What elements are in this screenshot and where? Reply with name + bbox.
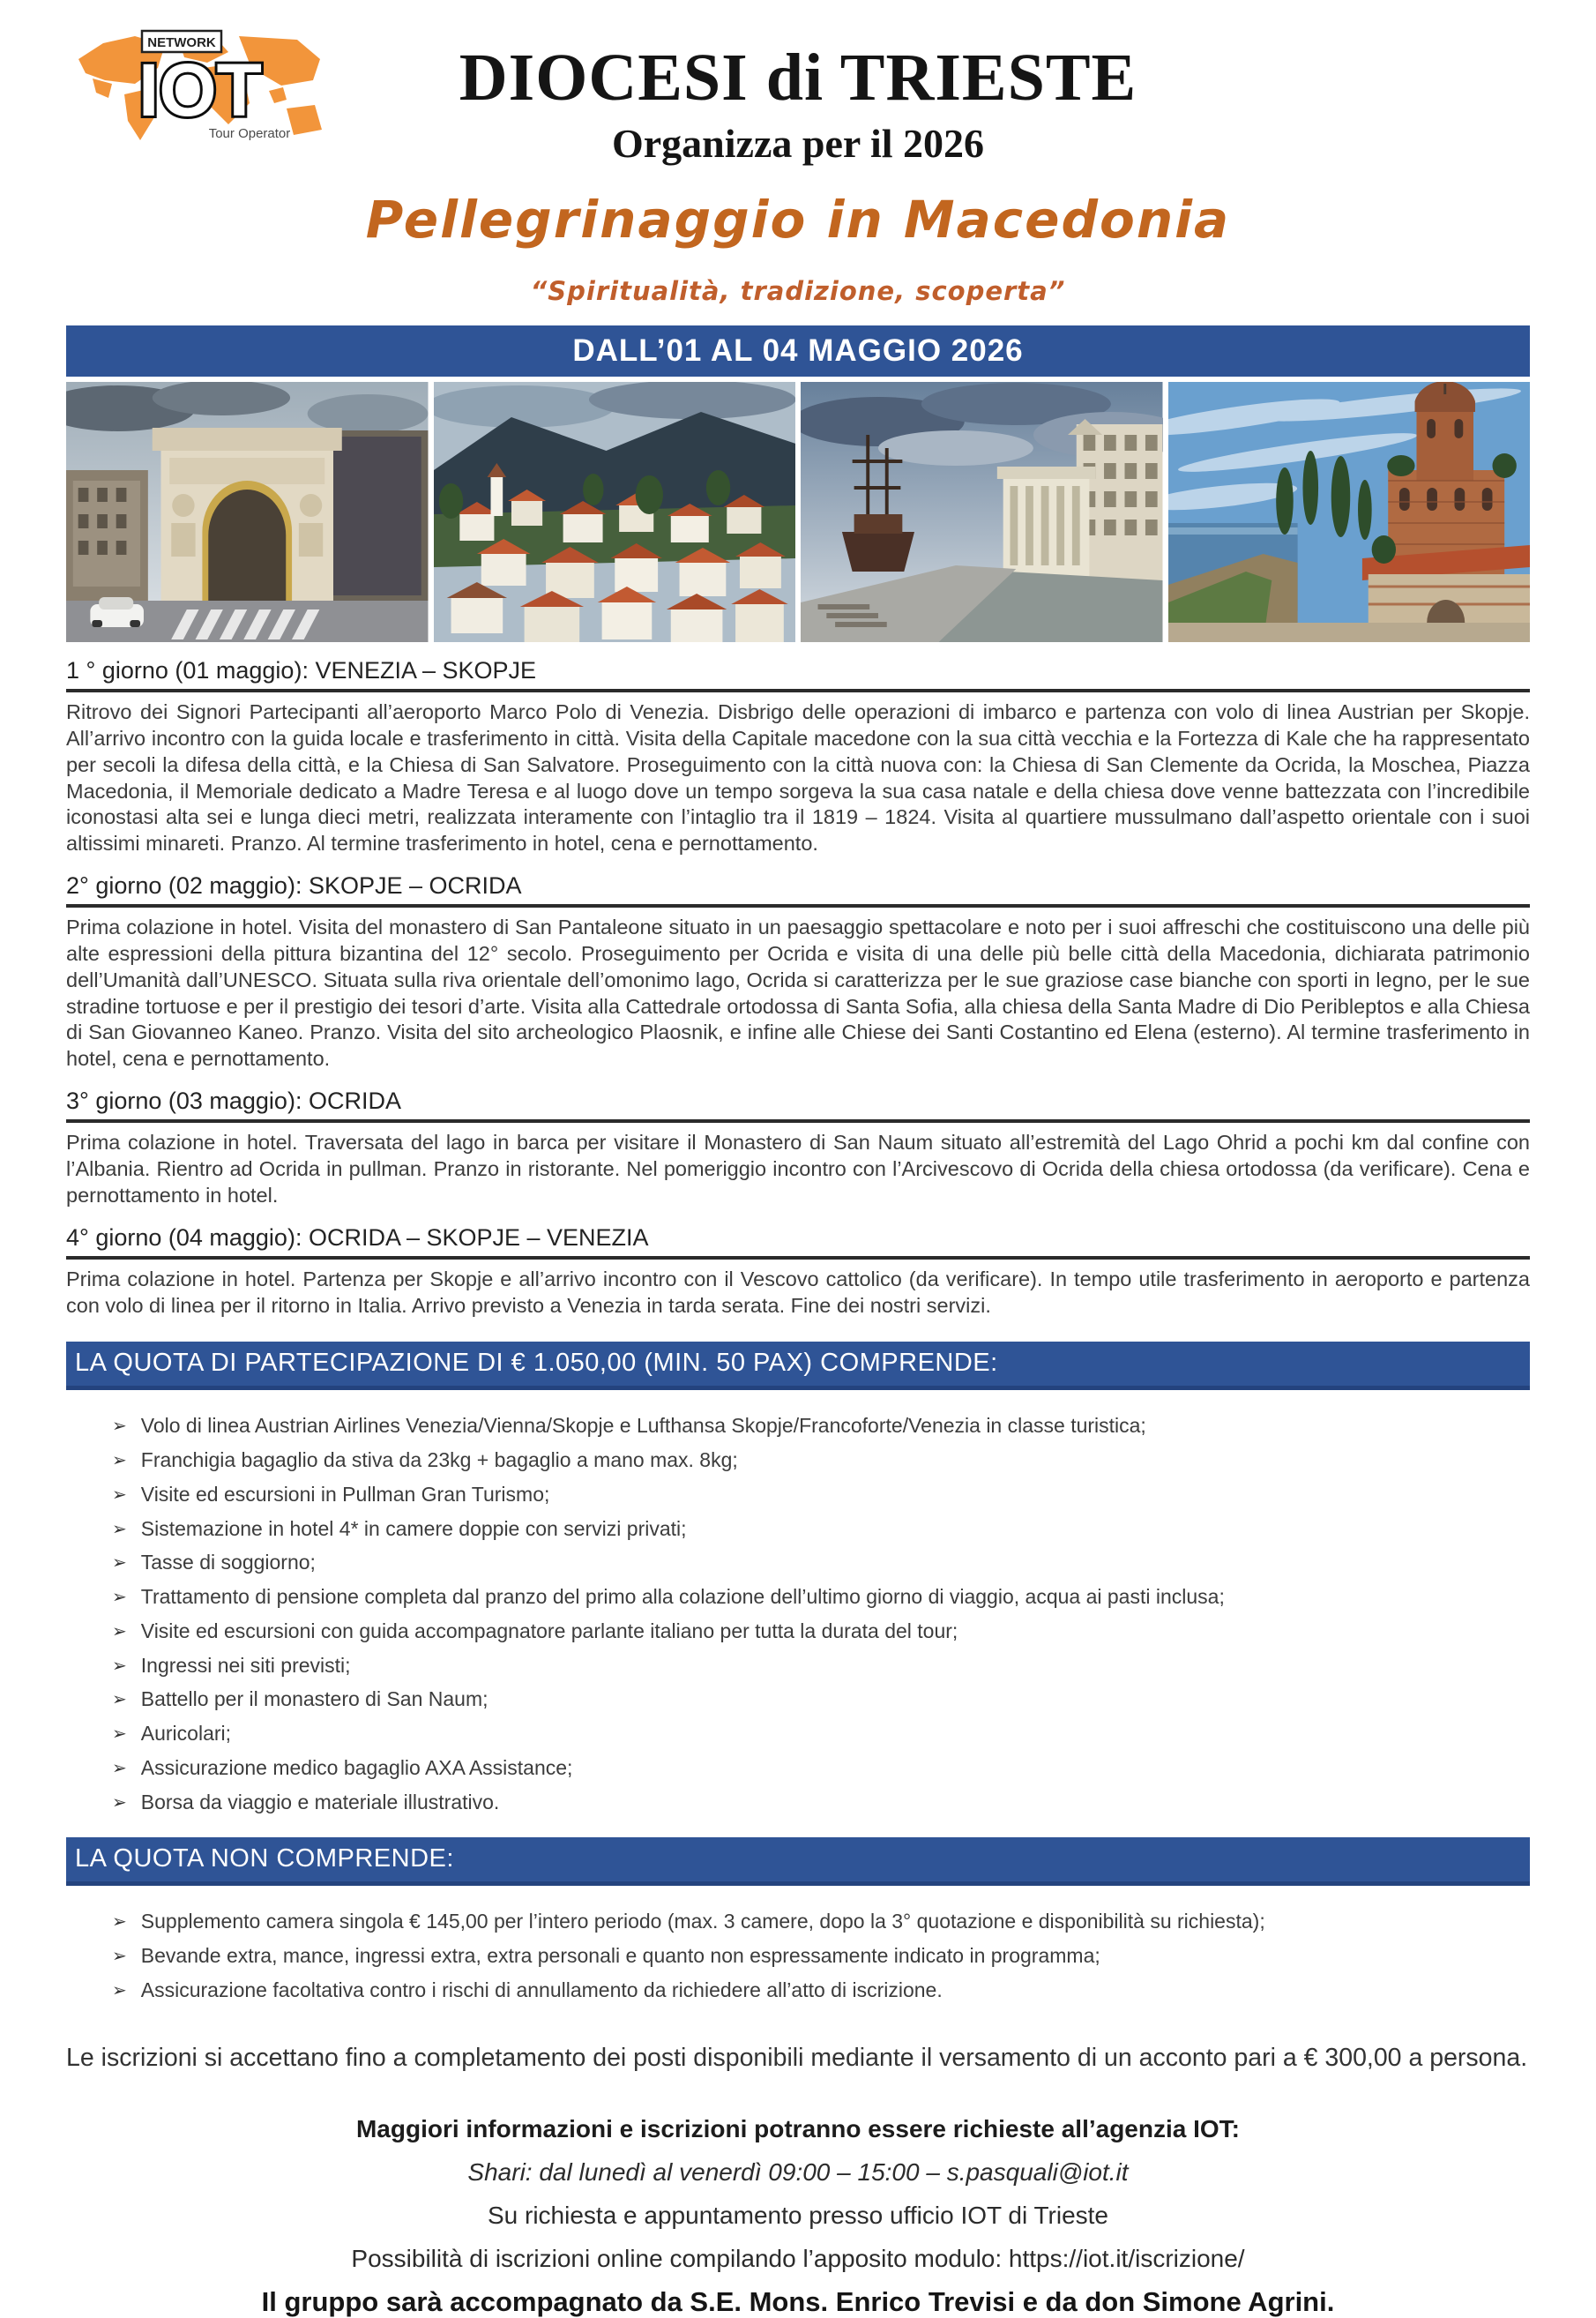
arrow-bullet-icon: ➢ — [112, 1758, 127, 1778]
arrow-bullet-icon: ➢ — [112, 1980, 127, 2000]
excludes-list — [66, 1909, 1530, 2002]
included-item — [112, 1755, 1530, 1781]
arrow-bullet-icon: ➢ — [112, 1588, 127, 1608]
network-badge-label: NETWORK — [147, 35, 216, 50]
arch-photo-graphic — [66, 382, 429, 642]
includes-banner: LA QUOTA DI PARTECIPAZIONE DI € 1.050,00 (MIN. 50 PAX) COMPRENDE: — [66, 1342, 1530, 1390]
day-2-body: Prima colazione in hotel. Visita del monastero di San Pantaleone situato in un paesaggio spettacolare e noto per i suoi affreschi che costituiscono una delle più alte espressioni della pittura bizantina del 12° secolo. Proseguimento per Ocrida e visita di una delle più belle città della Macedonia, dichiarata patrimonio dell’Umanità dall’UNESCO. Situata sulla riva orientale dell’omonimo lago, Ocrida si caratterizza per le sue graziose case bianche con sporti in legno, per le sue stradine tortuose e per il prestigio dei tesori d’arte. Visita alla Cattedrale ortodossa di Santa Sofia, alla chiesa della Santa Madre di Dio Peribleptos e alla Chiesa di San Giovanneo Kaneo. Pranzo. Visita del sito archeologico Plaosnik, e infine alle Chiese dei Santi Costantino ed Elena (esterno). Al termine trasferimento in hotel, cena e pernottamento. — [66, 916, 1530, 1071]
included-item-text: Franchigia bagaglio da stiva da 23kg + bagaglio a mano max. 8kg; — [140, 1448, 738, 1472]
included-item-text: Auricolari; — [140, 1722, 232, 1746]
included-item-text: Tasse di soggiorno; — [140, 1551, 316, 1574]
included-item-text: Volo di linea Austrian Airlines Venezia/Vienna/Skopje e Lufthansa Skopje/Francoforte/Venezia in classe turistica; — [140, 1414, 1146, 1438]
arrow-bullet-icon: ➢ — [112, 1451, 127, 1471]
skopje-photo-graphic — [801, 382, 1163, 642]
ohrid-photo-graphic — [434, 382, 796, 642]
arrow-bullet-icon: ➢ — [112, 1947, 127, 1967]
included-item — [112, 1653, 1530, 1679]
included-item-text: Assicurazione medico bagaglio AXA Assistance; — [140, 1755, 573, 1779]
included-item — [112, 1790, 1530, 1815]
page-subtitle: Organizza per il 2026 — [611, 121, 985, 166]
included-item — [112, 1619, 1530, 1644]
included-item-text: Trattamento di pensione completa dal pranzo del primo alla colazione dell’ultimo giorno di viaggio, acqua ai pasti inclusa; — [140, 1585, 1225, 1609]
included-item-text: Visite ed escursioni con guida accompagnatore parlante italiano per tutta la durata del tour; — [140, 1619, 958, 1642]
iot-logo — [66, 22, 335, 159]
itinerary-day-3 — [66, 1088, 1530, 1209]
included-item — [112, 1550, 1530, 1575]
day-4-heading: 4° giorno (04 maggio): OCRIDA – SKOPJE – VENEZIA — [66, 1224, 1530, 1260]
arrow-bullet-icon: ➢ — [112, 1792, 127, 1813]
excluded-item — [112, 1943, 1530, 1969]
itinerary-day-1 — [66, 657, 1530, 857]
date-banner: DALL’01 AL 04 MAGGIO 2026 — [66, 325, 1530, 377]
trip-title: Pellegrinaggio in Macedonia — [365, 190, 1231, 250]
office-line: Su richiesta e appuntamento presso ufficio IOT di Trieste — [487, 2201, 1108, 2229]
included-item — [112, 1447, 1530, 1473]
accompaniment-line: Il gruppo sarà accompagnato da S.E. Mons. Enrico Trevisi e da don Simone Agrini. — [261, 2285, 1335, 2317]
excluded-item — [112, 1909, 1530, 1934]
included-item — [112, 1482, 1530, 1507]
arrow-bullet-icon: ➢ — [112, 1553, 127, 1574]
contact-line: Shari: dal lunedì al venerdì 09:00 – 15:00 – s.pasquali@iot.it — [467, 2157, 1129, 2186]
excluded-item-text: Supplemento camera singola € 145,00 per l’intero periodo (max. 3 camere, dopo la 3° quotazione e disponibilità su richiesta); — [140, 1910, 1265, 1933]
page-title: DIOCESI di TRIESTE — [459, 41, 1137, 115]
included-item-text: Visite ed escursioni in Pullman Gran Turismo; — [140, 1482, 550, 1506]
excluded-item-text: Assicurazione facoltativa contro i rischi di annullamento da richiedere all’atto di iscrizione. — [140, 1978, 943, 2001]
arrow-bullet-icon: ➢ — [112, 1417, 127, 1437]
day-1-body: Ritrovo dei Signori Partecipanti all’aeroporto Marco Polo di Venezia. Disbrigo delle operazioni di imbarco e partenza con volo di linea Austrian per Skopje. All’arrivo incontro con la guida locale e trasferimento in città. Visita della Capitale macedone con la sua città vecchia e la Fortezza di Kale che ha rappresentato per secoli la difesa della città, e la Chiesa di San Salvatore. Proseguimento con la città nuova con: la Chiesa di San Clemente da Ocrida, la Moschea, Piazza Macedonia, il Memoriale dedicato a Madre Teresa e al luogo dove un tempo sorgeva la sua casa natale e della chiesa dove venne battezzata con l’incredibile iconostasi alta sei e lunga dieci metri, realizzata interamente con l’intaglio tra il 1819 – 1824. Visita al quartiere mussulmano dall’aspetto orientale con i suoi altissimi minareti. Pranzo. Al termine trasferimento in hotel, cena e pernottamento. — [66, 700, 1530, 856]
info-title: Maggiori informazioni e iscrizioni potranno essere richieste all’agenzia IOT: — [355, 2114, 1240, 2142]
day-3-heading: 3° giorno (03 maggio): OCRIDA — [66, 1088, 1530, 1123]
includes-list — [66, 1413, 1530, 1814]
included-item-text: Battello per il monastero di San Naum; — [140, 1687, 488, 1711]
arrow-bullet-icon: ➢ — [112, 1724, 127, 1745]
tour-operator-label: Tour Operator — [208, 126, 291, 141]
footer-info — [66, 2115, 1530, 2318]
photo-strip — [66, 382, 1530, 642]
excluded-item — [112, 1978, 1530, 2003]
itinerary-day-2 — [66, 872, 1530, 1073]
included-item-text: Ingressi nei siti previsti; — [140, 1653, 351, 1677]
included-item — [112, 1516, 1530, 1542]
arrow-bullet-icon: ➢ — [112, 1656, 127, 1676]
arrow-bullet-icon: ➢ — [112, 1519, 127, 1539]
iot-brand-text: IOT — [138, 49, 262, 131]
iot-logo-graphic — [66, 22, 335, 159]
included-item — [112, 1413, 1530, 1439]
deposit-note: Le iscrizioni si accettano fino a completamento dei posti disponibili mediante il versamento di un acconto pari a € 300,00 a persona. — [66, 2043, 1528, 2072]
day-2-heading: 2° giorno (02 maggio): SKOPJE – OCRIDA — [66, 872, 1530, 908]
kaneo-photo-graphic — [1168, 382, 1531, 642]
photo-porta-macedonia-arch — [66, 382, 429, 642]
day-3-body: Prima colazione in hotel. Traversata del lago in barca per visitare il Monastero di San Naum situato all’estremità del Lago Ohrid a pochi km dal confine con l’Albania. Rientro ad Ocrida in pullman. Pranzo in ristorante. Nel pomeriggio incontro con l’Arcivescovo di Ocrida della chiesa ortodossa (da verificare). Cena e pernottamento in hotel. — [66, 1131, 1530, 1207]
included-item — [112, 1721, 1530, 1746]
arrow-bullet-icon: ➢ — [112, 1484, 127, 1505]
included-item-text: Borsa da viaggio e materiale illustrativo. — [140, 1790, 500, 1813]
photo-skopje-riverfront — [801, 382, 1163, 642]
online-registration-line: Possibilità di iscrizioni online compilando l’apposito modulo: https://iot.it/iscrizione/ — [351, 2244, 1245, 2272]
day-4-body: Prima colazione in hotel. Partenza per Skopje e all’arrivo incontro con il Vescovo cattolico (da verificare). In tempo utile trasferimento in aeroporto e partenza con volo di linea per il ritorno in Italia. Arrivo previsto a Venezia in tarda serata. Fine dei nostri servizi. — [66, 1267, 1530, 1317]
itinerary-day-4 — [66, 1224, 1530, 1320]
arrow-bullet-icon: ➢ — [112, 1912, 127, 1933]
day-1-heading: 1 ° giorno (01 maggio): VENEZIA – SKOPJE — [66, 657, 1530, 692]
tagline: “Spiritualità, tradizione, scoperta” — [530, 276, 1066, 306]
photo-kaneo-church — [1168, 382, 1531, 642]
included-item — [112, 1686, 1530, 1712]
arrow-bullet-icon: ➢ — [112, 1621, 127, 1641]
arrow-bullet-icon: ➢ — [112, 1690, 127, 1710]
included-item-text: Sistemazione in hotel 4* in camere doppie con servizi privati; — [140, 1516, 687, 1540]
excluded-item-text: Bevande extra, mance, ingressi extra, extra personali e quanto non espressamente indicato in programma; — [140, 1944, 1100, 1968]
excludes-banner: LA QUOTA NON COMPRENDE: — [66, 1837, 1530, 1886]
included-item — [112, 1584, 1530, 1610]
photo-ohrid-old-town — [434, 382, 796, 642]
